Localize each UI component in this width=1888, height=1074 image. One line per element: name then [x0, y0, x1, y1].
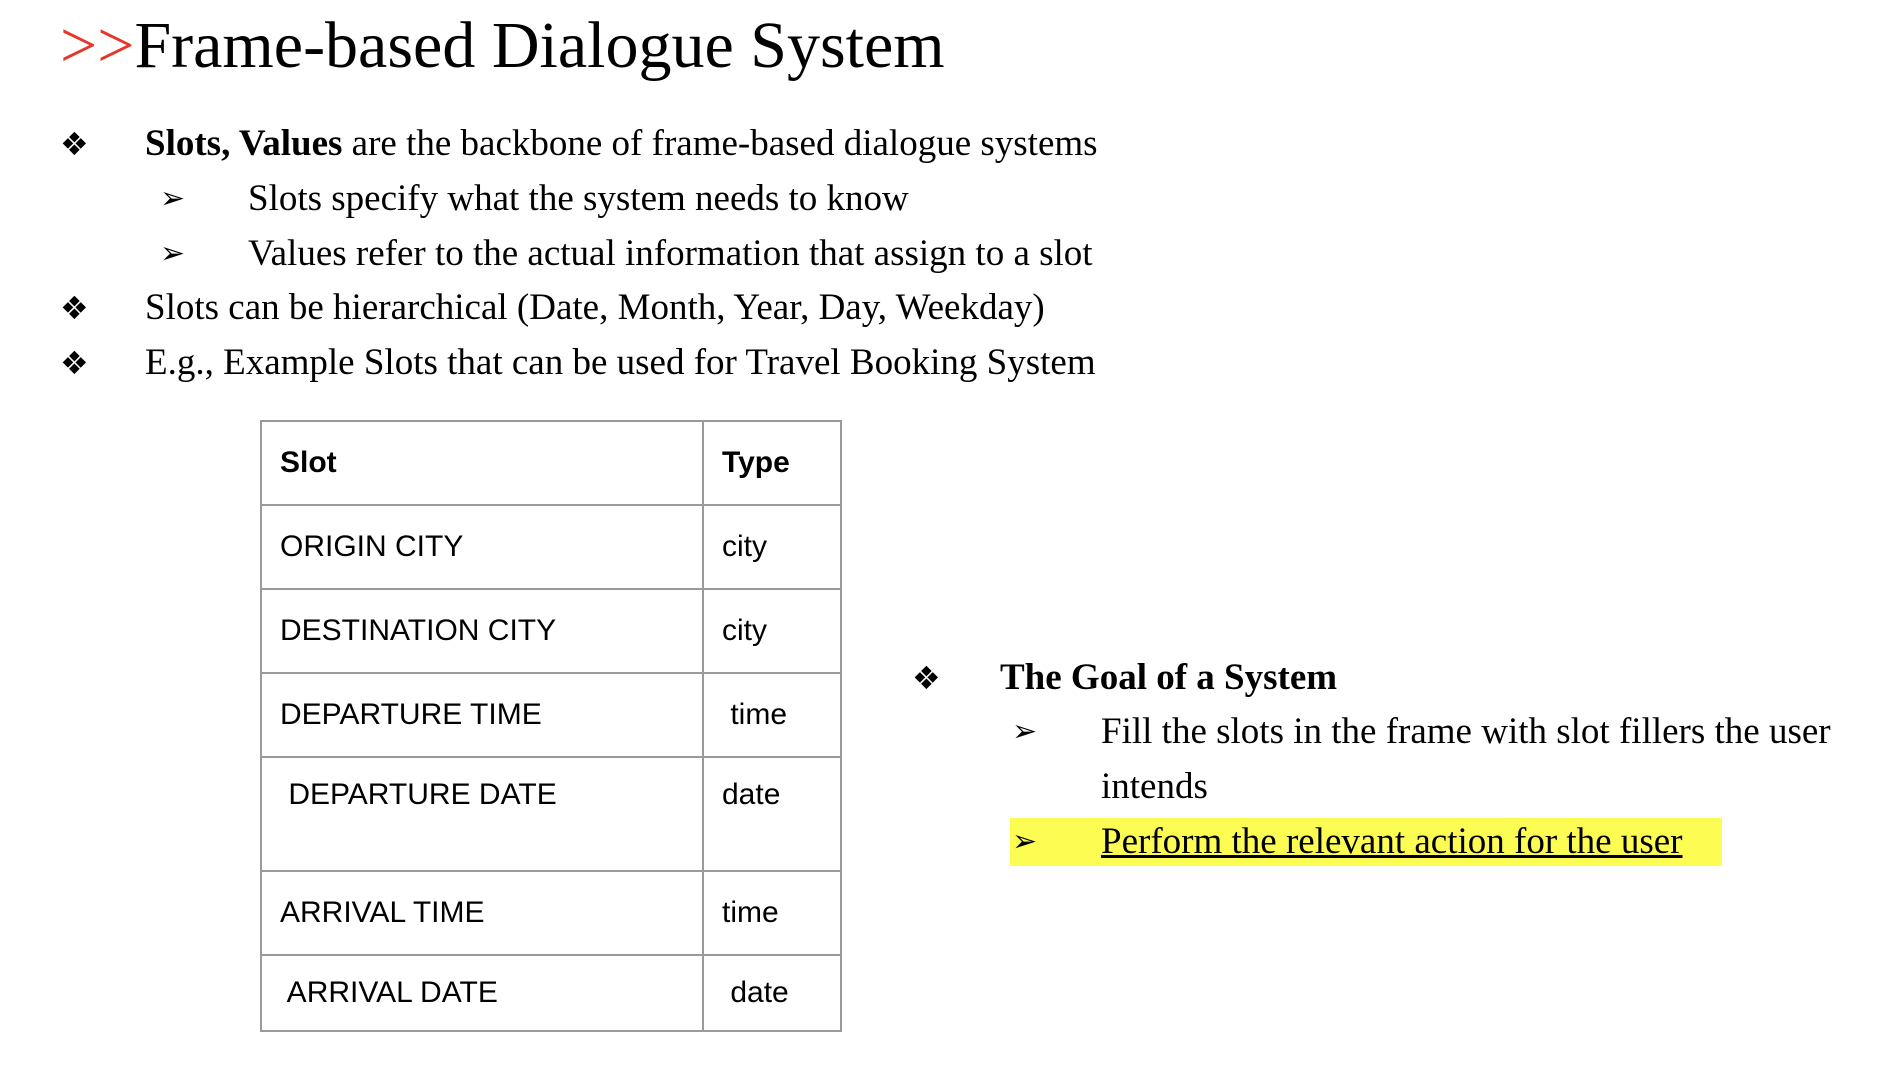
- header-slot: Slot: [280, 446, 337, 479]
- slot-cell: DESTINATION CITY: [261, 589, 703, 673]
- goal-sub-fill-line1: Fill the slots in the frame with slot fillers the user: [1101, 711, 1831, 752]
- slide-title: [60, 6, 945, 86]
- slot-cell: ORIGIN CITY: [261, 505, 703, 589]
- slot-cell: DEPARTURE DATE: [261, 757, 703, 871]
- table-row: [261, 955, 841, 1031]
- sub-bullet-slots: Slots specify what the system needs to know: [248, 178, 909, 219]
- arrow-bullet-icon: ➢: [1012, 714, 1038, 749]
- arrow-bullet-icon: ➢: [160, 181, 186, 216]
- table-header-row: [261, 421, 841, 505]
- table-row: [261, 757, 841, 871]
- table-row: [261, 871, 841, 955]
- slot-table: [260, 420, 842, 1032]
- goal-sub-fill-line2: intends: [1101, 766, 1208, 807]
- type-cell: date: [703, 955, 841, 1031]
- bullet-bold-text: Slots, Values: [145, 123, 343, 164]
- goal-sub-perform: Perform the relevant action for the user: [1101, 821, 1683, 862]
- bullet-slots-values: [145, 122, 1098, 166]
- title-prefix: >>: [60, 9, 135, 82]
- type-cell: time: [703, 673, 841, 757]
- goal-heading: The Goal of a System: [1000, 657, 1338, 698]
- diamond-bullet-icon: ❖: [60, 289, 89, 327]
- diamond-bullet-icon: ❖: [912, 659, 941, 697]
- type-cell: city: [703, 589, 841, 673]
- header-type: Type: [722, 446, 790, 479]
- diamond-bullet-icon: ❖: [60, 344, 89, 382]
- table-row: [261, 589, 841, 673]
- diamond-bullet-icon: ❖: [60, 125, 89, 163]
- bullet-example: E.g., Example Slots that can be used for Travel Booking System: [145, 342, 1096, 383]
- title-text: Frame-based Dialogue System: [134, 9, 945, 82]
- type-cell: time: [703, 871, 841, 955]
- sub-bullet-values: Values refer to the actual information that assign to a slot: [248, 233, 1093, 274]
- type-cell: city: [703, 505, 841, 589]
- slot-cell: DEPARTURE TIME: [261, 673, 703, 757]
- table-row: [261, 673, 841, 757]
- slot-cell: ARRIVAL DATE: [261, 955, 703, 1031]
- arrow-bullet-icon: ➢: [1012, 824, 1038, 859]
- table-row: [261, 505, 841, 589]
- bullet-hierarchical: Slots can be hierarchical (Date, Month, Year, Day, Weekday): [145, 287, 1045, 328]
- bullet-text: are the backbone of frame-based dialogue systems: [342, 123, 1098, 164]
- type-cell: date: [703, 757, 841, 871]
- slot-cell: ARRIVAL TIME: [261, 871, 703, 955]
- arrow-bullet-icon: ➢: [160, 236, 186, 271]
